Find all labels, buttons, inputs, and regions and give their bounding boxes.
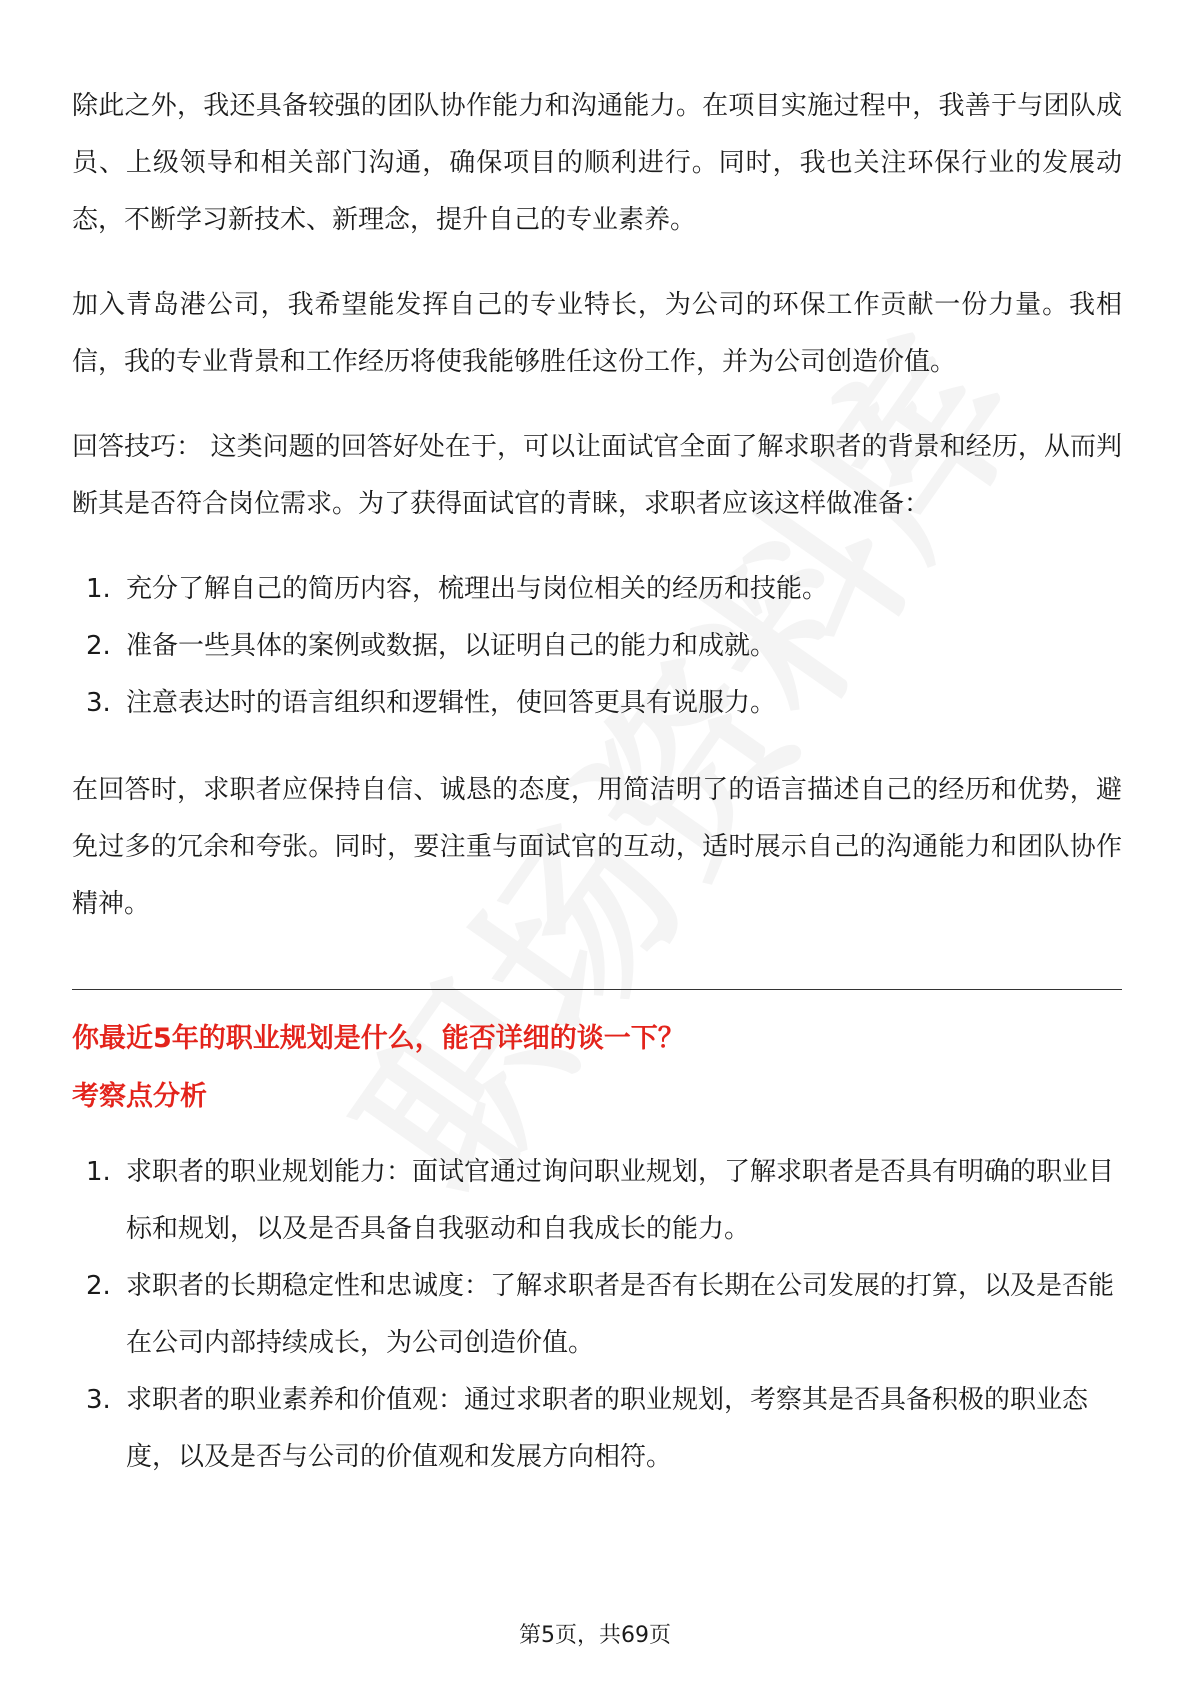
question-title: 你最近5年的职业规划是什么，能否详细的谈一下？ [72,1023,685,1054]
list-item [72,561,1122,618]
list-item [72,1372,1122,1486]
list-text: 充分了解自己的简历内容，梳理出与岗位相关的经历和技能。 [126,574,829,604]
tips-list [72,561,1122,732]
list-number: 1. [86,1157,111,1187]
list-text: 求职者的职业规划能力：面试官通过询问职业规划，了解求职者是否具有明确的职业目标和规划，以及是否具备自我驱动和自我成长的能力。 [126,1157,1115,1244]
list-number: 1. [86,574,111,604]
list-item [72,1144,1122,1258]
list-text: 求职者的职业素养和价值观：通过求职者的职业规划，考察其是否具备积极的职业态度，以及是否与公司的价值观和发展方向相符。 [126,1385,1089,1472]
list-number: 2. [86,631,111,661]
paragraph-join-company: 加入青岛港公司，我希望能发挥自己的专业特长，为公司的环保工作贡献一份力量。我相信，我的专业背景和工作经历将使我能够胜任这份工作，并为公司创造价值。 [72,290,1122,377]
list-text: 求职者的长期稳定性和忠诚度：了解求职者是否有长期在公司发展的打算，以及是否能在公司内部持续成长，为公司创造价值。 [126,1271,1115,1358]
list-text: 注意表达时的语言组织和逻辑性，使回答更具有说服力。 [126,688,777,718]
paragraph-closing: 在回答时，求职者应保持自信、诚恳的态度，用简洁明了的语言描述自己的经历和优势，避免过多的冗余和夸张。同时，要注重与面试官的互动，适时展示自己的沟通能力和团队协作精神。 [72,775,1122,919]
list-number: 3. [86,1385,111,1415]
page-footer: 第5页，共69页 [519,1623,671,1648]
analysis-list [72,1144,1122,1486]
list-item [72,675,1122,732]
document-page [72,78,1122,1516]
list-item [72,618,1122,675]
list-number: 2. [86,1271,111,1301]
list-item [72,1258,1122,1372]
list-text: 准备一些具体的案例或数据，以证明自己的能力和成就。 [126,631,777,661]
paragraph-answer-tips: 回答技巧： 这类问题的回答好处在于，可以让面试官全面了解求职者的背景和经历，从而判断其是否符合岗位需求。为了获得面试官的青睐，求职者应该这样做准备： [72,432,1122,519]
list-number: 3. [86,688,111,718]
paragraph-teamwork: 除此之外，我还具备较强的团队协作能力和沟通能力。在项目实施过程中，我善于与团队成员、上级领导和相关部门沟通，确保项目的顺利进行。同时，我也关注环保行业的发展动态，不断学习新技术、新理念，提升自己的专业素养。 [72,91,1122,235]
analysis-heading: 考察点分析 [72,1081,207,1112]
section-divider [72,989,1122,990]
